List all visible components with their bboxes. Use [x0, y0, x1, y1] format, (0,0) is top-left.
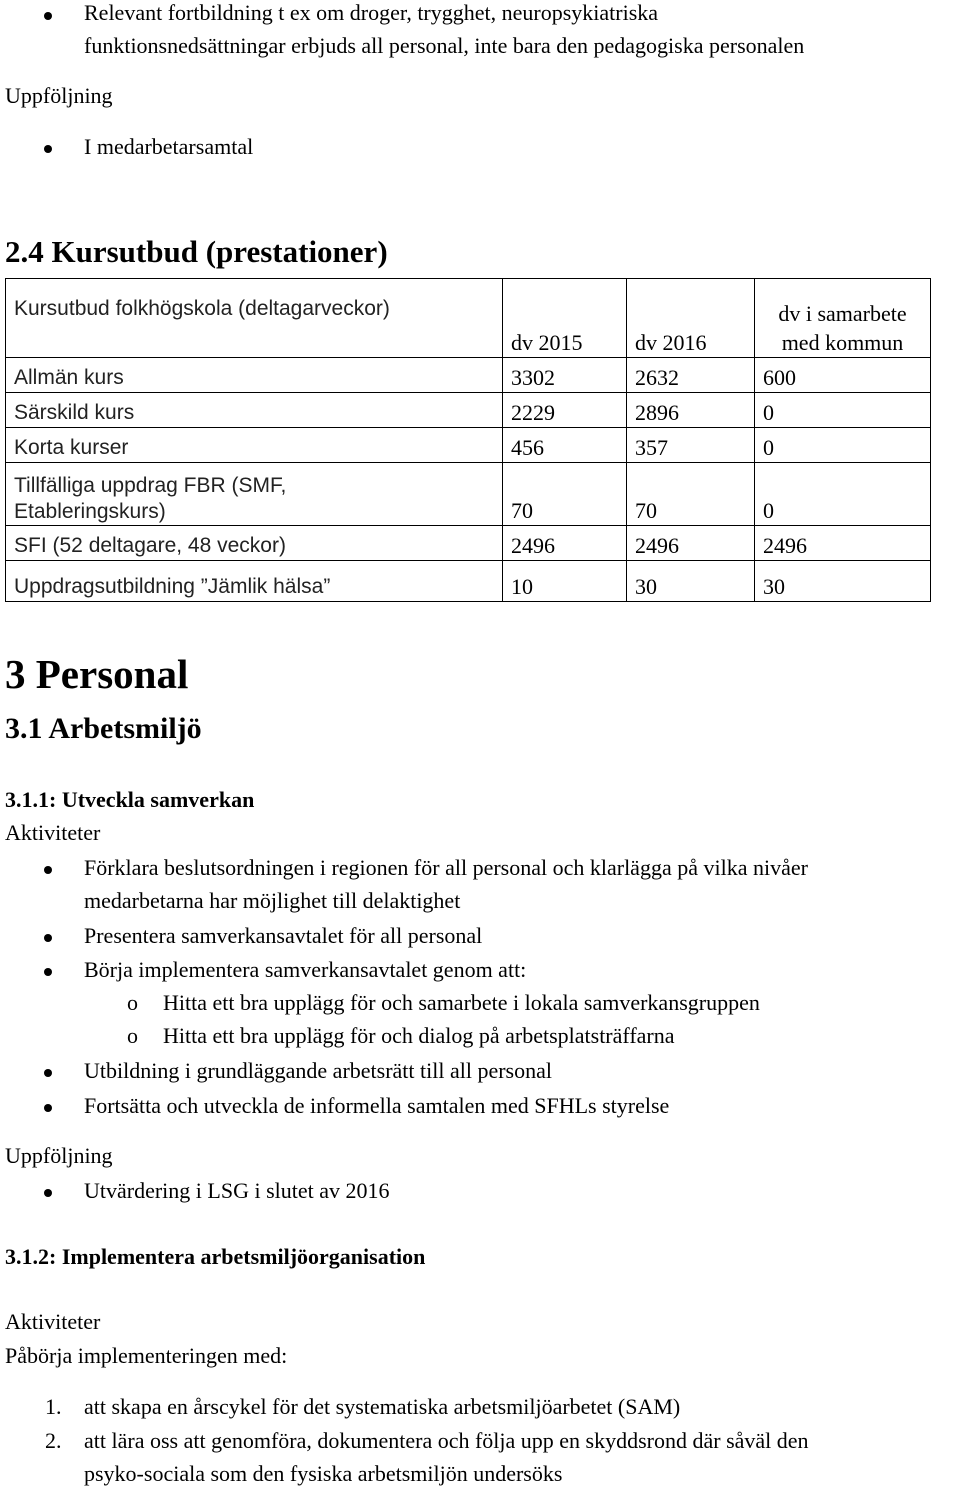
table-header-col1: dv 2015	[503, 279, 627, 358]
table-cell: 10	[503, 561, 627, 602]
bullet-icon	[44, 145, 52, 153]
table-cell-label: Särskild kurs	[6, 393, 503, 428]
table-header-col3-line1: dv i samarbete	[778, 301, 907, 326]
bullet-text: Börja implementera samverkansavtalet genom att:	[84, 957, 527, 982]
sub-bullet-marker: o	[127, 990, 138, 1015]
table-cell: 2496	[755, 526, 931, 561]
bullet-icon	[44, 1189, 52, 1197]
table-cell: 70	[503, 463, 627, 526]
table-cell: 30	[627, 561, 755, 602]
sub-bullet-text: Hitta ett bra upplägg för och dialog på arbetsplatsträffarna	[163, 1023, 675, 1048]
table-cell: 2496	[503, 526, 627, 561]
aktiviteter-heading: Aktiviteter	[5, 1309, 101, 1334]
uppfoljning-heading: Uppföljning	[5, 1143, 113, 1168]
bullet-icon	[44, 866, 52, 874]
table-header-col3-line2: med kommun	[781, 330, 904, 355]
numbered-item-text: att skapa en årscykel för det systematiska arbetsmiljöarbetet (SAM)	[84, 1394, 681, 1419]
section-title-2-4: 2.4 Kursutbud (prestationer)	[5, 234, 388, 269]
table-cell: 0	[755, 393, 931, 428]
section-title-3: 3 Personal	[5, 651, 189, 697]
bullet-text-line2: medarbetarna har möjlighet till delaktighet	[84, 888, 461, 913]
table-row	[6, 463, 931, 526]
table-cell: 3302	[503, 358, 627, 393]
table-cell: 2229	[503, 393, 627, 428]
table-cell: 456	[503, 428, 627, 463]
sub-bullet-text: Hitta ett bra upplägg för och samarbete i lokala samverkansgruppen	[163, 990, 760, 1015]
intro-text: Påbörja implementeringen med:	[5, 1343, 288, 1368]
list-number: 2.	[45, 1428, 62, 1453]
table-header-row	[6, 279, 931, 358]
table-cell-label: Allmän kurs	[6, 358, 503, 393]
table-cell: 2632	[627, 358, 755, 393]
bullet-icon	[44, 934, 52, 942]
uppfoljning-heading: Uppföljning	[5, 83, 113, 108]
bullet-text-line2: funktionsnedsättningar erbjuds all personal, inte bara den pedagogiska personalen	[84, 33, 805, 58]
table-header-col3	[755, 279, 931, 358]
bullet-icon	[44, 1069, 52, 1077]
table-cell: 0	[755, 428, 931, 463]
table-cell: 30	[755, 561, 931, 602]
table-cell: 357	[627, 428, 755, 463]
kursutbud-table	[5, 278, 931, 602]
table-cell: 2896	[627, 393, 755, 428]
uppfoljning-item: I medarbetarsamtal	[84, 134, 254, 159]
bullet-text: Presentera samverkansavtalet för all personal	[84, 923, 483, 948]
uppfoljning-item: Utvärdering i LSG i slutet av 2016	[84, 1178, 390, 1203]
section-title-3-1-2: 3.1.2: Implementera arbetsmiljöorganisation	[5, 1244, 426, 1269]
table-cell-label: Korta kurser	[6, 428, 503, 463]
table-row	[6, 561, 931, 602]
sub-bullet-marker: o	[127, 1023, 138, 1048]
table-cell: 2496	[627, 526, 755, 561]
table-cell-label: Uppdragsutbildning ”Jämlik hälsa”	[6, 561, 503, 602]
table-row	[6, 428, 931, 463]
section-title-3-1-1: 3.1.1: Utveckla samverkan	[5, 787, 255, 812]
bullet-icon	[44, 968, 52, 976]
bullet-text-line1: Förklara beslutsordningen i regionen för all personal och klarlägga på vilka nivåer	[84, 855, 808, 880]
table-cell-label: Tillfälliga uppdrag FBR (SMF, Etableringskurs)	[6, 463, 503, 526]
table-cell-label: SFI (52 deltagare, 48 veckor)	[6, 526, 503, 561]
table-cell: 70	[627, 463, 755, 526]
table-row	[6, 526, 931, 561]
numbered-item-text-line1: att lära oss att genomföra, dokumentera och följa upp en skyddsrond där såväl den	[84, 1428, 809, 1453]
bullet-text: Fortsätta och utveckla de informella samtalen med SFHLs styrelse	[84, 1093, 670, 1118]
table-header-col2: dv 2016	[627, 279, 755, 358]
aktiviteter-heading: Aktiviteter	[5, 820, 101, 845]
list-number: 1.	[45, 1394, 62, 1419]
table-cell: 0	[755, 463, 931, 526]
table-header-label: Kursutbud folkhögskola (deltagarveckor)	[6, 279, 503, 358]
bullet-icon	[44, 1104, 52, 1112]
table-row	[6, 393, 931, 428]
bullet-icon	[44, 12, 52, 20]
numbered-item-text-line2: psyko-sociala som den fysiska arbetsmiljön undersöks	[84, 1461, 563, 1486]
bullet-text: Utbildning i grundläggande arbetsrätt till all personal	[84, 1058, 552, 1083]
section-title-3-1: 3.1 Arbetsmiljö	[5, 712, 202, 745]
table-row	[6, 358, 931, 393]
table-cell: 600	[755, 358, 931, 393]
bullet-text-line1: Relevant fortbildning t ex om droger, trygghet, neuropsykiatriska	[84, 0, 659, 25]
